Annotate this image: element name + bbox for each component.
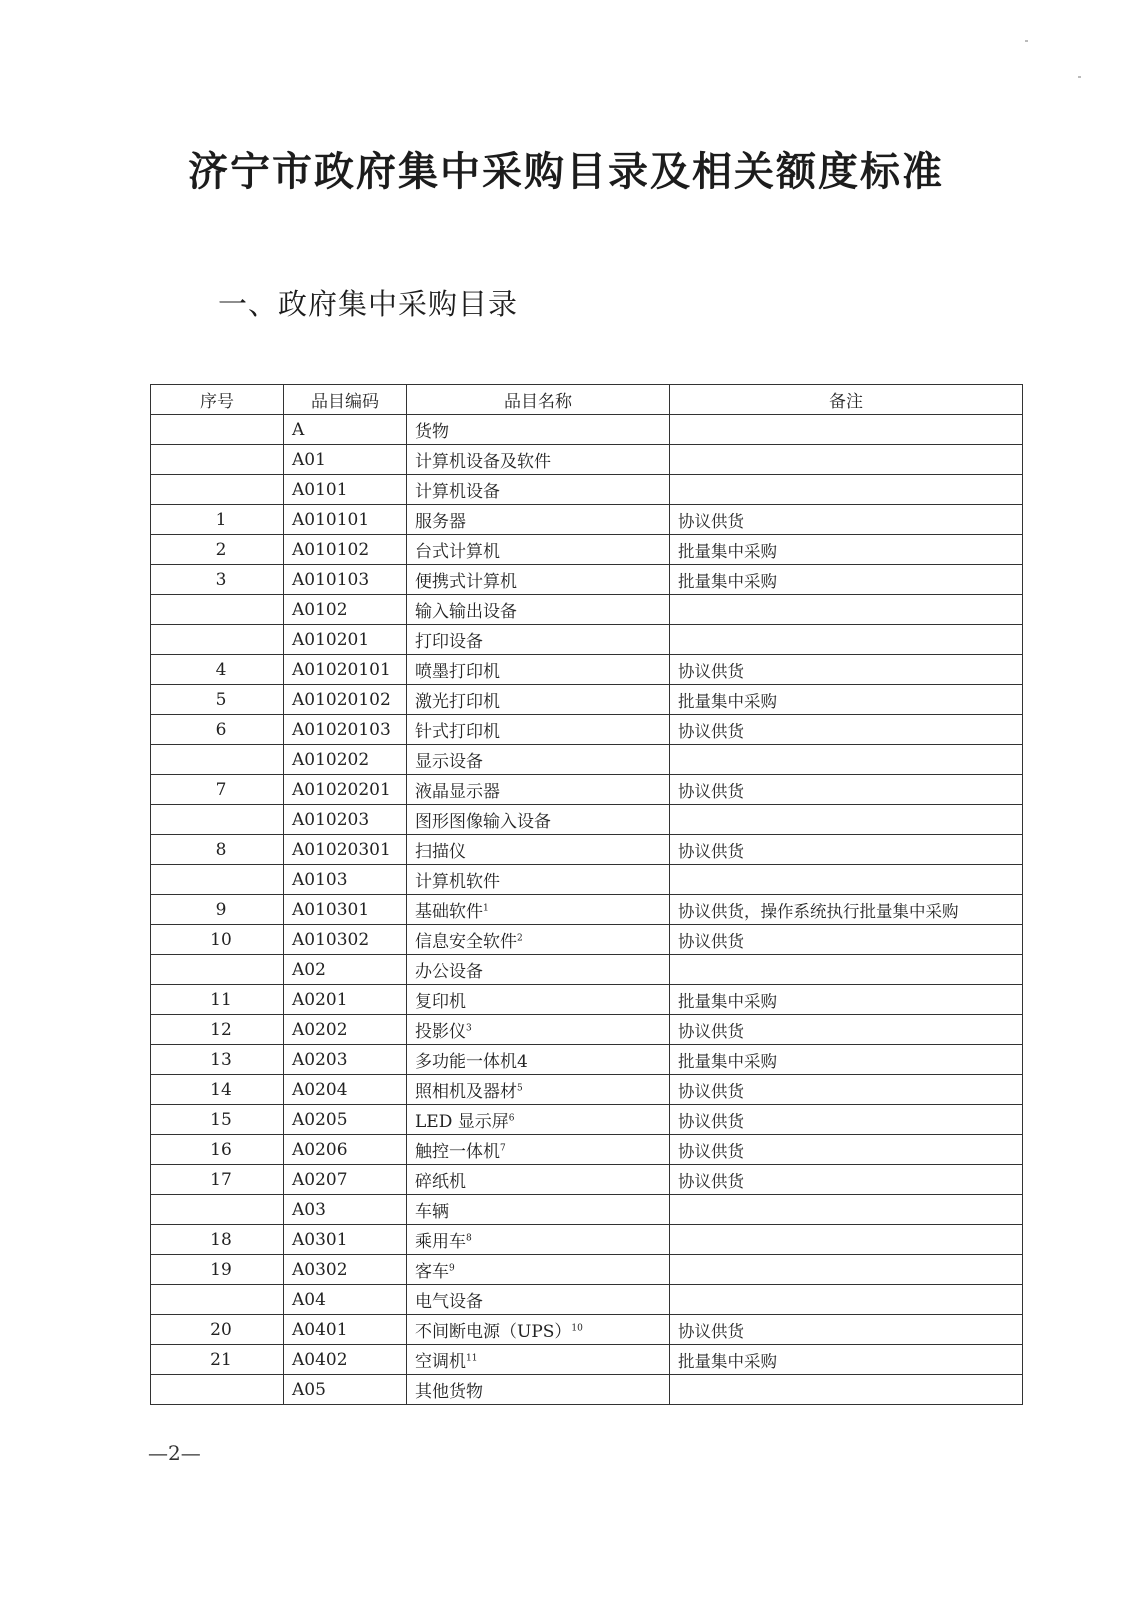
table-row	[151, 685, 1023, 715]
row-name-cell	[407, 1105, 670, 1135]
row-seq: 21	[151, 1345, 284, 1375]
row-name: 多功能一体机4	[415, 1052, 528, 1072]
row-name-cell	[407, 895, 670, 925]
row-remark: 协议供货	[670, 505, 1023, 535]
footnote-marker: 7	[500, 1143, 506, 1154]
table-row	[151, 1285, 1023, 1315]
table-row	[151, 1345, 1023, 1375]
row-name: 触控一体机	[415, 1142, 500, 1162]
row-name-cell	[407, 1285, 670, 1315]
row-name: 计算机设备	[415, 482, 500, 502]
row-name: 空调机	[415, 1352, 466, 1372]
row-remark: 批量集中采购	[670, 1045, 1023, 1075]
row-code: A01020101	[284, 655, 407, 685]
row-name: 图形图像输入设备	[415, 812, 551, 832]
row-seq: 13	[151, 1045, 284, 1075]
row-code: A0102	[284, 595, 407, 625]
row-name: 复印机	[415, 992, 466, 1012]
table-row	[151, 565, 1023, 595]
table-row	[151, 1075, 1023, 1105]
row-code: A0205	[284, 1105, 407, 1135]
table-row	[151, 985, 1023, 1015]
row-name: 计算机软件	[415, 872, 500, 892]
row-name: 乘用车	[415, 1232, 466, 1252]
table-body	[151, 415, 1023, 1405]
row-name-cell	[407, 535, 670, 565]
row-name-cell	[407, 925, 670, 955]
row-name-cell	[407, 715, 670, 745]
row-code: A010102	[284, 535, 407, 565]
table-row	[151, 505, 1023, 535]
table-row	[151, 925, 1023, 955]
row-name-cell	[407, 1225, 670, 1255]
table-row	[151, 895, 1023, 925]
row-code: A02	[284, 955, 407, 985]
row-seq	[151, 1195, 284, 1225]
row-seq: 20	[151, 1315, 284, 1345]
row-seq: 5	[151, 685, 284, 715]
row-name: 碎纸机	[415, 1172, 466, 1192]
scan-speck	[1078, 76, 1081, 78]
row-seq: 15	[151, 1105, 284, 1135]
table-row	[151, 955, 1023, 985]
row-name: 电气设备	[415, 1292, 483, 1312]
row-seq: 2	[151, 535, 284, 565]
table-row	[151, 775, 1023, 805]
row-name-cell	[407, 805, 670, 835]
table-row	[151, 475, 1023, 505]
row-name-cell	[407, 415, 670, 445]
row-name: 打印设备	[415, 632, 483, 652]
row-code: A01020201	[284, 775, 407, 805]
row-name-cell	[407, 1375, 670, 1405]
row-remark: 协议供货	[670, 715, 1023, 745]
row-seq	[151, 595, 284, 625]
table-row	[151, 1165, 1023, 1195]
table-row	[151, 1315, 1023, 1345]
row-seq	[151, 745, 284, 775]
row-code: A0401	[284, 1315, 407, 1345]
row-name: 扫描仪	[415, 842, 466, 862]
row-remark	[670, 445, 1023, 475]
row-name-cell	[407, 1075, 670, 1105]
row-code: A0206	[284, 1135, 407, 1165]
row-remark	[670, 415, 1023, 445]
row-name: 便携式计算机	[415, 572, 517, 592]
row-name-cell	[407, 655, 670, 685]
row-name: 照相机及器材	[415, 1082, 517, 1102]
row-name-cell	[407, 625, 670, 655]
row-name: 车辆	[415, 1202, 449, 1222]
row-remark: 协议供货，操作系统执行批量集中采购	[670, 895, 1023, 925]
row-seq: 11	[151, 985, 284, 1015]
procurement-catalog-table	[150, 384, 1023, 1405]
table-row	[151, 715, 1023, 745]
row-remark: 协议供货	[670, 835, 1023, 865]
row-name: 喷墨打印机	[415, 662, 500, 682]
row-seq: 10	[151, 925, 284, 955]
row-code: A010101	[284, 505, 407, 535]
table-row	[151, 625, 1023, 655]
row-remark	[670, 1375, 1023, 1405]
row-remark	[670, 1285, 1023, 1315]
row-remark: 协议供货	[670, 1015, 1023, 1045]
row-remark: 协议供货	[670, 925, 1023, 955]
footnote-marker: 6	[508, 1113, 515, 1124]
row-code: A0201	[284, 985, 407, 1015]
section-heading: 一、政府集中采购目录	[218, 287, 519, 321]
row-seq: 3	[151, 565, 284, 595]
header-remark: 备注	[670, 385, 1023, 415]
row-name-cell	[407, 1195, 670, 1225]
row-name: 显示设备	[415, 752, 483, 772]
table-row	[151, 445, 1023, 475]
row-seq: 18	[151, 1225, 284, 1255]
row-name-cell	[407, 595, 670, 625]
row-code: A0301	[284, 1225, 407, 1255]
table-header-row	[151, 385, 1023, 415]
row-seq: 19	[151, 1255, 284, 1285]
row-remark: 协议供货	[670, 1165, 1023, 1195]
table-row	[151, 1135, 1023, 1165]
row-code: A0103	[284, 865, 407, 895]
row-name-cell	[407, 505, 670, 535]
row-seq: 14	[151, 1075, 284, 1105]
row-remark: 批量集中采购	[670, 535, 1023, 565]
row-remark	[670, 745, 1023, 775]
row-seq	[151, 1375, 284, 1405]
row-code: A01	[284, 445, 407, 475]
row-remark	[670, 865, 1023, 895]
row-seq: 4	[151, 655, 284, 685]
row-code: A010302	[284, 925, 407, 955]
row-remark: 批量集中采购	[670, 685, 1023, 715]
row-remark	[670, 955, 1023, 985]
row-remark	[670, 1225, 1023, 1255]
row-name-cell	[407, 1255, 670, 1285]
row-code: A01020102	[284, 685, 407, 715]
table-row	[151, 1195, 1023, 1225]
row-remark	[670, 625, 1023, 655]
row-remark: 协议供货	[670, 775, 1023, 805]
row-name-cell	[407, 445, 670, 475]
row-code: A03	[284, 1195, 407, 1225]
row-name: 服务器	[415, 512, 466, 532]
row-name-cell	[407, 1015, 670, 1045]
row-seq: 9	[151, 895, 284, 925]
row-name: 针式打印机	[415, 722, 500, 742]
row-seq	[151, 1285, 284, 1315]
row-code: A	[284, 415, 407, 445]
row-code: A0202	[284, 1015, 407, 1045]
footnote-marker: 11	[466, 1353, 478, 1364]
row-code: A01020103	[284, 715, 407, 745]
table-row	[151, 1105, 1023, 1135]
document-title: 济宁市政府集中采购目录及相关额度标准	[188, 148, 944, 195]
row-code: A0402	[284, 1345, 407, 1375]
table-row	[151, 835, 1023, 865]
row-remark: 协议供货	[670, 1075, 1023, 1105]
row-name-cell	[407, 1345, 670, 1375]
row-seq	[151, 475, 284, 505]
row-code: A0302	[284, 1255, 407, 1285]
table-row	[151, 1375, 1023, 1405]
row-remark	[670, 1195, 1023, 1225]
footnote-marker: 9	[449, 1263, 455, 1274]
row-remark: 批量集中采购	[670, 1345, 1023, 1375]
table-row	[151, 1255, 1023, 1285]
header-code: 品目编码	[284, 385, 407, 415]
table-row	[151, 1045, 1023, 1075]
row-name: 其他货物	[415, 1382, 483, 1402]
row-remark: 协议供货	[670, 1105, 1023, 1135]
row-name: 计算机设备及软件	[415, 452, 551, 472]
row-name-cell	[407, 985, 670, 1015]
row-name-cell	[407, 565, 670, 595]
row-name-cell	[407, 775, 670, 805]
row-name-cell	[407, 1135, 670, 1165]
table-row	[151, 1225, 1023, 1255]
row-remark	[670, 805, 1023, 835]
row-code: A010203	[284, 805, 407, 835]
row-name: 不间断电源（UPS）	[415, 1322, 572, 1342]
row-name: 办公设备	[415, 962, 483, 982]
row-name-cell	[407, 1315, 670, 1345]
footnote-marker: 8	[466, 1233, 472, 1244]
footnote-marker: 5	[517, 1083, 523, 1094]
row-name-cell	[407, 835, 670, 865]
table-row	[151, 805, 1023, 835]
row-name-cell	[407, 685, 670, 715]
row-seq	[151, 445, 284, 475]
table-row	[151, 1015, 1023, 1045]
row-seq	[151, 625, 284, 655]
row-name-cell	[407, 1165, 670, 1195]
row-name-cell	[407, 475, 670, 505]
footnote-marker: 10	[571, 1323, 583, 1334]
row-name: 投影仪	[415, 1022, 466, 1042]
row-seq: 6	[151, 715, 284, 745]
row-remark	[670, 475, 1023, 505]
row-name: 台式计算机	[415, 542, 500, 562]
row-seq: 1	[151, 505, 284, 535]
row-seq	[151, 865, 284, 895]
row-name-cell	[407, 1045, 670, 1075]
row-code: A0207	[284, 1165, 407, 1195]
row-seq	[151, 955, 284, 985]
scan-speck	[1025, 40, 1028, 42]
row-code: A0101	[284, 475, 407, 505]
row-remark: 协议供货	[670, 1315, 1023, 1345]
row-seq: 7	[151, 775, 284, 805]
row-name: 激光打印机	[415, 692, 500, 712]
table-row	[151, 745, 1023, 775]
row-code: A010301	[284, 895, 407, 925]
row-name: 信息安全软件	[415, 932, 517, 952]
row-seq	[151, 415, 284, 445]
row-name-cell	[407, 955, 670, 985]
row-code: A0203	[284, 1045, 407, 1075]
row-code: A010201	[284, 625, 407, 655]
row-name-cell	[407, 745, 670, 775]
row-name: 基础软件	[415, 902, 483, 922]
table-row	[151, 415, 1023, 445]
row-code: A05	[284, 1375, 407, 1405]
row-remark: 批量集中采购	[670, 565, 1023, 595]
row-seq: 8	[151, 835, 284, 865]
row-code: A010103	[284, 565, 407, 595]
row-name: 液晶显示器	[415, 782, 500, 802]
footnote-marker: 1	[483, 903, 489, 914]
row-name-cell	[407, 865, 670, 895]
row-name: LED 显示屏	[415, 1112, 509, 1132]
page-number: —2—	[148, 1441, 201, 1465]
row-code: A010202	[284, 745, 407, 775]
row-name: 货物	[415, 422, 449, 442]
header-name: 品目名称	[407, 385, 670, 415]
table-row	[151, 535, 1023, 565]
row-name: 输入输出设备	[415, 602, 517, 622]
row-seq	[151, 805, 284, 835]
row-remark	[670, 595, 1023, 625]
row-code: A0204	[284, 1075, 407, 1105]
table-row	[151, 595, 1023, 625]
row-name: 客车	[415, 1262, 449, 1282]
row-code: A04	[284, 1285, 407, 1315]
footnote-marker: 3	[466, 1023, 472, 1034]
row-remark: 协议供货	[670, 1135, 1023, 1165]
table-row	[151, 865, 1023, 895]
footnote-marker: 2	[517, 933, 523, 944]
row-remark: 批量集中采购	[670, 985, 1023, 1015]
header-seq: 序号	[151, 385, 284, 415]
table-row	[151, 655, 1023, 685]
row-remark	[670, 1255, 1023, 1285]
row-seq: 12	[151, 1015, 284, 1045]
row-seq: 16	[151, 1135, 284, 1165]
row-code: A01020301	[284, 835, 407, 865]
row-seq: 17	[151, 1165, 284, 1195]
row-remark: 协议供货	[670, 655, 1023, 685]
